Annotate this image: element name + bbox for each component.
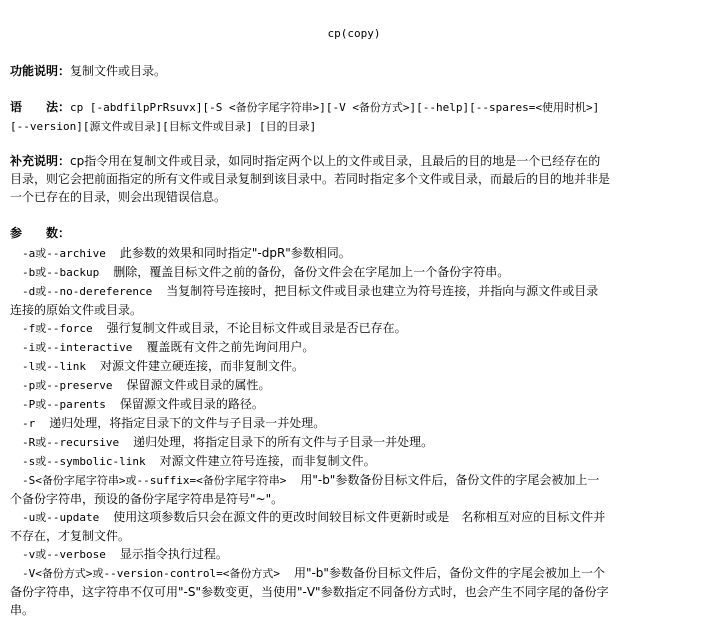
param-name: -b或--backup bbox=[22, 266, 100, 279]
supplement-section bbox=[10, 152, 610, 206]
param-name: -v或--verbose bbox=[22, 548, 106, 561]
param-item bbox=[10, 319, 610, 338]
param-desc: 覆盖既有文件之前先询问用户。 bbox=[146, 340, 315, 354]
param-name: -d或--no-dereference bbox=[22, 285, 153, 298]
function-label: 功能说明： bbox=[10, 64, 71, 78]
param-item bbox=[10, 357, 610, 376]
param-name: -S<备份字尾字符串>或--suffix=<备份字尾字符串> bbox=[22, 474, 287, 487]
syntax-text: cp [-abdfilpPrRsuvx][-S <备份字尾字符串>][-V <备份方式>][--help][--spares=<使用时机>][--version][源文件或目录][目标文件或目录] [目的目录] bbox=[10, 101, 600, 133]
param-item bbox=[10, 338, 610, 357]
param-desc: 对源文件建立硬连接，而非复制文件。 bbox=[99, 359, 304, 373]
param-item bbox=[10, 508, 610, 545]
syntax-section bbox=[10, 98, 610, 136]
param-item bbox=[10, 452, 610, 471]
param-item bbox=[10, 471, 610, 508]
supplement-label: 补充说明： bbox=[10, 154, 71, 168]
param-item bbox=[10, 564, 610, 619]
param-item bbox=[10, 376, 610, 395]
param-name: -r bbox=[22, 417, 36, 430]
page-title: cp(copy) bbox=[327, 27, 381, 40]
param-name: -p或--preserve bbox=[22, 379, 113, 392]
param-item bbox=[10, 282, 610, 319]
param-name: -R或--recursive bbox=[22, 436, 120, 449]
param-item bbox=[10, 433, 610, 452]
function-section bbox=[10, 62, 610, 80]
param-name: -P或--parents bbox=[22, 398, 106, 411]
param-desc: 显示指令执行过程。 bbox=[119, 547, 228, 561]
param-desc: 此参数的效果和同时指定"-dpR"参数相同。 bbox=[119, 246, 351, 260]
param-desc: 保留源文件或目录的属性。 bbox=[126, 378, 271, 392]
param-name: -s或--symbolic-link bbox=[22, 455, 146, 468]
param-name: -a或--archive bbox=[22, 247, 106, 260]
param-desc: 对源文件建立符号连接，而非复制文件。 bbox=[159, 454, 376, 468]
param-desc: 用"-b"参数备份目标文件后，备份文件的字尾会被加上一个备份字符串，这字符串不仅可用"-S"参数变更，当使用"-V"参数指定不同备份方式时，也会产生不同字尾的备份字串。 bbox=[10, 566, 609, 617]
param-desc: 当复制符号连接时，把目标文件或目录也建立为符号连接，并指向与源文件或目录连接的原始文件或目录。 bbox=[10, 284, 599, 317]
param-item bbox=[10, 545, 610, 564]
param-desc: 删除，覆盖目标文件之前的备份，备份文件会在字尾加上一个备份字符串。 bbox=[113, 265, 510, 279]
param-name: -l或--link bbox=[22, 360, 86, 373]
param-item bbox=[10, 263, 610, 282]
param-desc: 保留源文件或目录的路径。 bbox=[119, 397, 264, 411]
param-desc: 递归处理，将指定目录下的所有文件与子目录一并处理。 bbox=[133, 435, 434, 449]
syntax-label: 语 法： bbox=[10, 100, 71, 114]
param-name: -u或--update bbox=[22, 511, 100, 524]
params-heading: 参 数： bbox=[10, 226, 71, 240]
supplement-text: cp指令用在复制文件或目录，如同时指定两个以上的文件或目录，且最后的目的地是一个已经存在的目录，则它会把前面指定的所有文件或目录复制到该目录中。若同时指定多个文件或目录，而最后的目的地并非是一个已存在的目录，则会出现错误信息。 bbox=[10, 154, 611, 204]
param-item bbox=[10, 244, 610, 263]
param-desc: 强行复制文件或目录，不论目标文件或目录是否已存在。 bbox=[106, 321, 407, 335]
param-name: -f或--force bbox=[22, 322, 93, 335]
param-desc: 用"-b"参数备份目标文件后，备份文件的字尾会被加上一个备份字符串，预设的备份字尾字符串是符号"~"。 bbox=[10, 473, 600, 506]
param-desc: 使用这项参数后只会在源文件的更改时间较目标文件更新时或是 名称相互对应的目标文件并不存在，才复制文件。 bbox=[10, 510, 606, 543]
param-desc: 递归处理，将指定目录下的文件与子目录一并处理。 bbox=[49, 416, 326, 430]
param-item bbox=[10, 414, 610, 433]
function-text: 复制文件或目录。 bbox=[70, 64, 167, 78]
param-item bbox=[10, 395, 610, 414]
param-name: -i或--interactive bbox=[22, 341, 133, 354]
params-list bbox=[10, 244, 610, 619]
param-name: -V<备份方式>或--version-control=<备份方式> bbox=[22, 567, 280, 580]
